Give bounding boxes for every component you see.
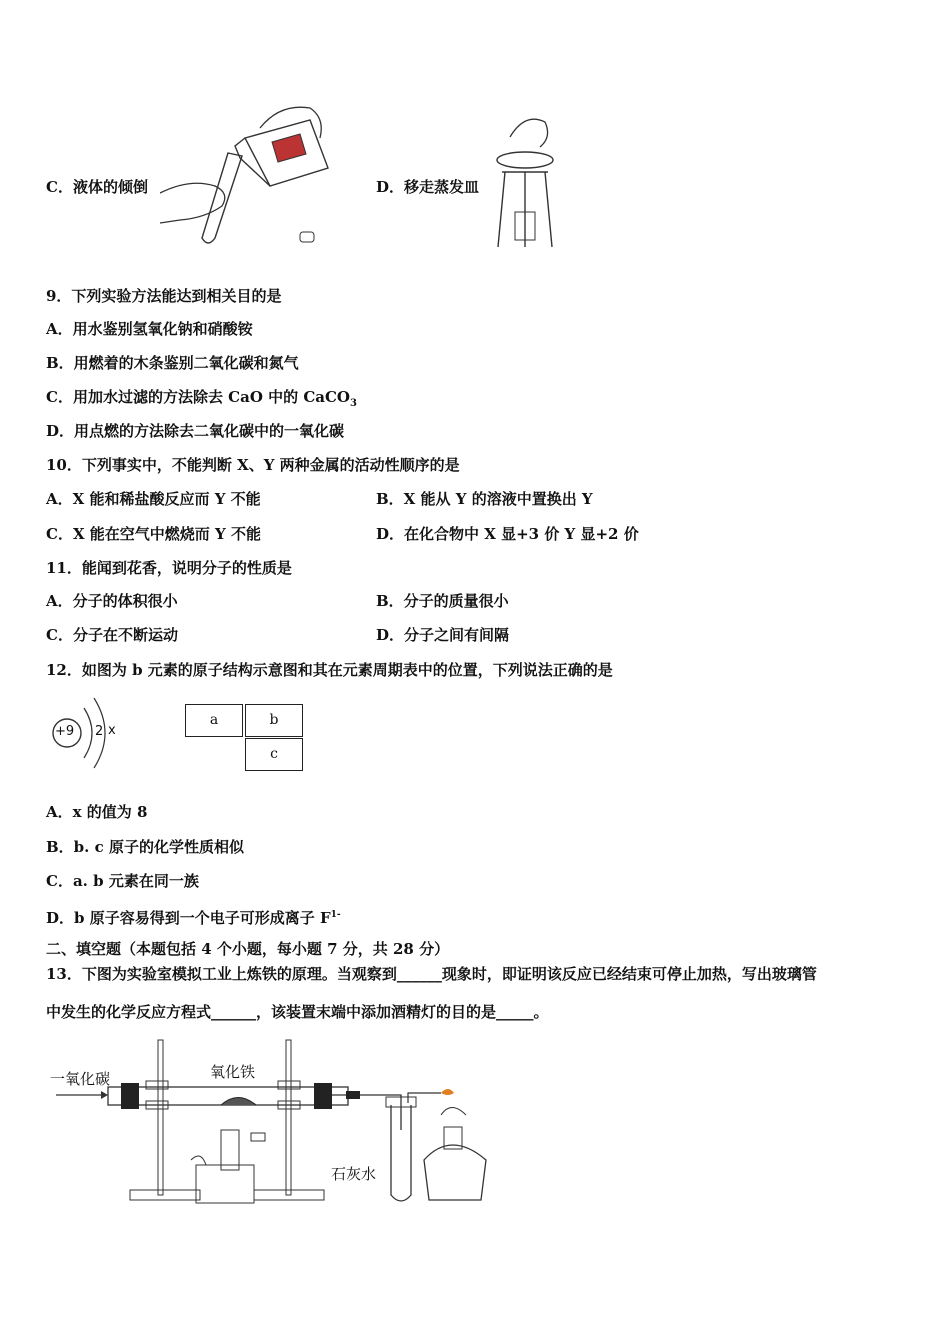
q10-option-d: D．在化合物中 X 显+3 价 Y 显+2 价 [376,525,639,543]
label-limewater: 石灰水 [331,1165,377,1183]
q12-option-d [46,906,341,927]
shell1-electrons: 2 [95,724,104,739]
evaporating-dish-figure [490,112,560,252]
q12-option-b: B．b. c 原子的化学性质相似 [46,838,244,856]
q13-line2: 中发生的化学反应方程式______，该装置末端中添加酒精灯的目的是_____。 [46,1003,549,1021]
q10-option-a: A．X 能和稀盐酸反应而 Y 不能 [46,490,261,508]
q9-stem: 9．下列实验方法能达到相关目的是 [46,287,282,305]
q9-option-c-text: C．用加水过滤的方法除去 CaO 中的 CaCO [46,388,350,406]
q13-line1: 13．下图为实验室模拟工业上炼铁的原理。当观察到______现象时，即证明该反应已经结束可停止加热，写出玻璃管 [46,965,817,983]
q10-option-b: B．X 能从 Y 的溶液中置换出 Y [376,490,593,508]
iron-smelting-apparatus [46,1035,506,1210]
nucleus-charge: +9 [55,724,75,739]
q11-option-c: C．分子在不断运动 [46,626,178,644]
q8-option-d: D．移走蒸发皿 [376,178,480,196]
q11-option-d: D．分子之间有间隔 [376,626,510,644]
liquid-pouring-figure [160,98,340,250]
q9-option-c-subscript: 3 [350,398,357,409]
q9-option-c [46,388,357,413]
q9-option-b: B．用燃着的木条鉴别二氧化碳和氮气 [46,354,299,372]
q9-option-d: D．用点燃的方法除去二氧化碳中的一氧化碳 [46,422,345,440]
q12-option-d-text: D．b 原子容易得到一个电子可形成离子 F [46,909,331,927]
shell2-electrons: x [108,723,116,738]
atomic-structure-diagram [50,690,130,776]
q11-stem: 11．能闻到花香，说明分子的性质是 [46,559,292,577]
label-iron-oxide: 氧化铁 [210,1063,256,1081]
q10-stem: 10．下列事实中，不能判断 X、Y 两种金属的活动性顺序的是 [46,456,460,474]
q10-option-c: C．X 能在空气中燃烧而 Y 不能 [46,525,261,543]
q12-option-c: C．a. b 元素在同一族 [46,872,199,890]
q12-option-d-superscript: 1- [330,910,341,920]
periodic-cell-c: c [245,738,303,771]
q12-stem: 12．如图为 b 元素的原子结构示意图和其在元素周期表中的位置，下列说法正确的是 [46,661,613,679]
q11-option-b: B．分子的质量很小 [376,592,509,610]
label-carbon-monoxide: 一氧化碳 [50,1070,111,1088]
section-heading: 二、填空题（本题包括 4 个小题，每小题 7 分，共 28 分） [46,940,450,958]
periodic-cell-a: a [185,704,243,737]
q11-option-a: A．分子的体积很小 [46,592,178,610]
q12-option-a: A．x 的值为 8 [46,803,148,821]
q8-option-c: C．液体的倾倒 [46,178,148,196]
q9-option-a: A．用水鉴别氢氧化钠和硝酸铵 [46,320,253,338]
periodic-cell-b: b [245,704,303,737]
